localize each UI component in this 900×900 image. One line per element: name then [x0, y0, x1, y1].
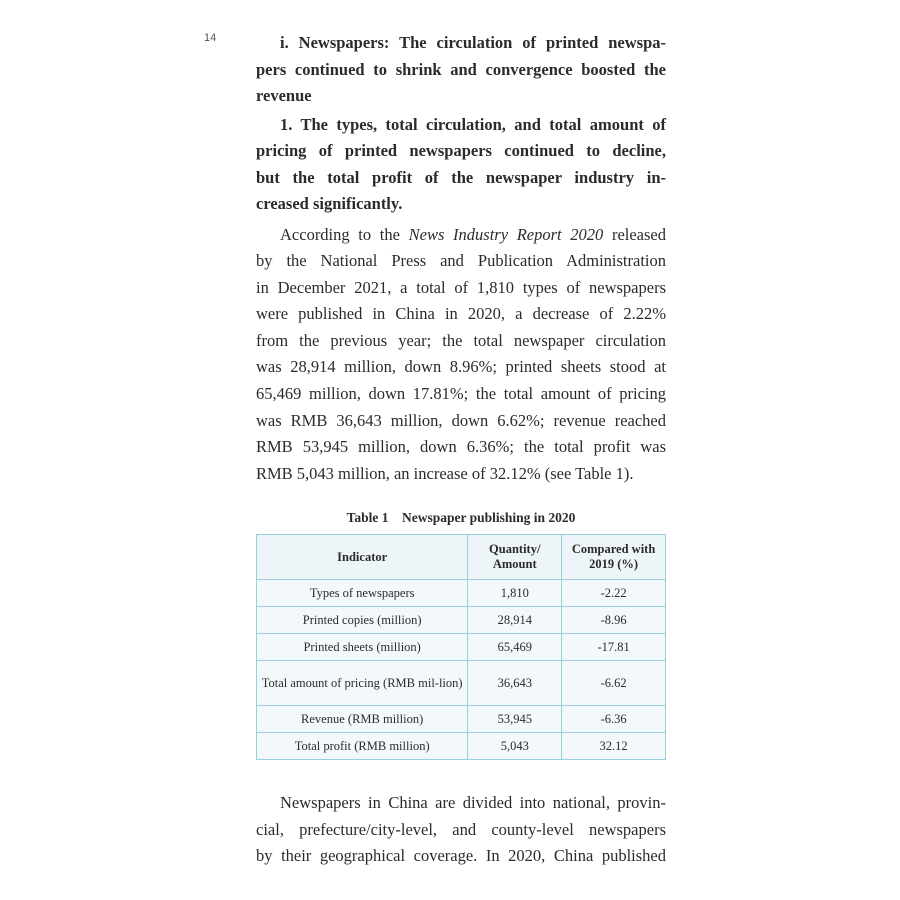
subheading-line: pricing of printed newspapers continued to decline,	[256, 141, 666, 160]
paragraph-line: RMB 53,945 million, down 6.36%; the total profit was	[256, 437, 666, 457]
paragraph-line: 65,469 million, down 17.81%; the total amount of pricing	[256, 384, 666, 404]
paragraph-line: from the previous year; the total newspaper circulation	[256, 330, 666, 350]
cell-compared: -8.96	[562, 607, 666, 634]
table-row	[257, 634, 666, 661]
cell-indicator: Total amount of pricing (RMB mil-lion)	[257, 661, 468, 706]
cell-quantity: 53,945	[468, 706, 562, 733]
text-block-top	[256, 30, 666, 487]
table-row	[257, 607, 666, 634]
cell-quantity: 1,810	[468, 580, 562, 607]
table-row	[257, 580, 666, 607]
subsection-heading	[256, 112, 666, 218]
table-row	[257, 661, 666, 706]
paragraph-line: was RMB 36,643 million, down 6.62%; revenue reached	[256, 410, 666, 430]
table-section	[256, 510, 666, 760]
paragraph-line: by their geographical coverage. In 2020, China published	[256, 846, 666, 866]
report-title: News Industry Report 2020	[408, 224, 604, 244]
paragraph-line: RMB 5,043 million, an increase of 32.12% (see Table 1).	[256, 463, 634, 483]
table-caption: Table 1 Newspaper publishing in 2020	[346, 510, 576, 525]
text-block-bottom	[256, 786, 666, 870]
cell-quantity: 28,914	[468, 607, 562, 634]
cell-indicator: Types of newspapers	[257, 580, 468, 607]
cell-compared: -17.81	[562, 634, 666, 661]
body-paragraph-2	[256, 790, 666, 870]
cell-indicator: Total profit (RMB million)	[257, 733, 468, 760]
page-number: 14	[204, 32, 217, 44]
header-quantity: Quantity/ Amount	[468, 535, 562, 580]
table-header-row	[257, 535, 666, 580]
heading-line: i. Newspapers: The circulation of printed newspa-	[280, 33, 666, 52]
cell-indicator: Printed sheets (million)	[257, 634, 468, 661]
cell-indicator: Revenue (RMB million)	[257, 706, 468, 733]
cell-compared: -6.36	[562, 706, 666, 733]
subheading-line: but the total profit of the newspaper industry in-	[256, 167, 666, 187]
newspaper-table	[256, 534, 666, 760]
subheading-line: creased significantly.	[256, 194, 403, 213]
heading-line: revenue	[256, 86, 312, 105]
para-text: According to the	[280, 224, 409, 244]
body-paragraph-1	[256, 222, 666, 488]
paragraph-line: were published in China in 2020, a decrease of 2.22%	[256, 304, 666, 324]
paragraph-line: by the National Press and Publication Administration	[256, 251, 666, 271]
cell-indicator: Printed copies (million)	[257, 607, 468, 634]
cell-quantity: 65,469	[468, 634, 562, 661]
header-indicator: Indicator	[257, 535, 468, 580]
table-row	[257, 706, 666, 733]
section-heading	[256, 30, 666, 110]
cell-compared: 32.12	[562, 733, 666, 760]
cell-compared: -6.62	[562, 661, 666, 706]
cell-quantity: 36,643	[468, 661, 562, 706]
paragraph-line: was 28,914 million, down 8.96%; printed sheets stood at	[256, 357, 666, 377]
header-compared: Compared with 2019 (%)	[562, 535, 666, 580]
paragraph-line: Newspapers in China are divided into national, provin-	[280, 793, 666, 812]
paragraph-line: cial, prefecture/city-level, and county-level newspapers	[256, 819, 666, 839]
heading-line: pers continued to shrink and convergence boosted the	[256, 59, 666, 79]
paragraph-line	[256, 222, 666, 249]
para-text: released	[603, 224, 666, 244]
cell-compared: -2.22	[562, 580, 666, 607]
subheading-line: 1. The types, total circulation, and total amount of	[280, 114, 666, 134]
table-row	[257, 733, 666, 760]
paragraph-line: in December 2021, a total of 1,810 types of newspapers	[256, 277, 666, 297]
cell-quantity: 5,043	[468, 733, 562, 760]
